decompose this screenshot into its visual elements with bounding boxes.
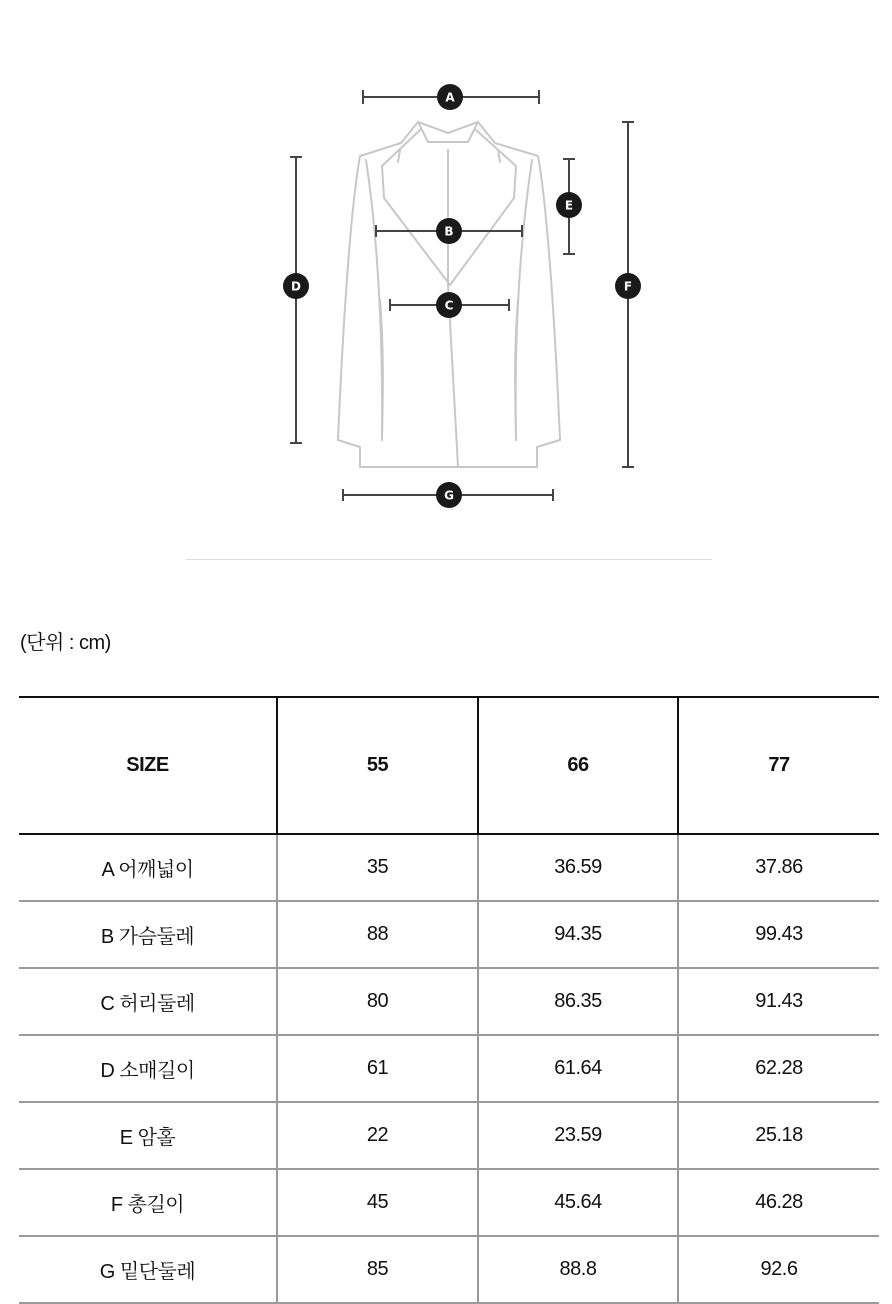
table-cell: 86.35 <box>478 968 678 1035</box>
table-row <box>19 1169 879 1236</box>
table-cell: 94.35 <box>478 901 678 968</box>
row-label: D 소매길이 <box>19 1035 277 1102</box>
table-cell: 85 <box>277 1236 478 1303</box>
jacket-measurement-illustration <box>0 0 892 580</box>
table-cell: 61 <box>277 1035 478 1102</box>
table-cell: 23.59 <box>478 1102 678 1169</box>
table-cell: 37.86 <box>678 834 879 901</box>
header-size-77: 77 <box>678 697 879 834</box>
size-table <box>19 696 879 1304</box>
table-cell: 92.6 <box>678 1236 879 1303</box>
row-label: E 암홀 <box>19 1102 277 1169</box>
row-label: C 허리둘레 <box>19 968 277 1035</box>
size-guide-diagram <box>0 0 892 580</box>
row-label: A 어깨넓이 <box>19 834 277 901</box>
svg-text:D: D <box>291 279 301 294</box>
svg-text:F: F <box>623 279 633 294</box>
table-cell: 88.8 <box>478 1236 678 1303</box>
svg-text:E: E <box>564 198 574 213</box>
table-row <box>19 1035 879 1102</box>
section-divider <box>186 559 712 560</box>
header-size-66: 66 <box>478 697 678 834</box>
marker-e <box>556 192 582 218</box>
svg-text:C: C <box>444 298 454 313</box>
table-cell: 88 <box>277 901 478 968</box>
table-cell: 99.43 <box>678 901 879 968</box>
svg-text:A: A <box>445 90 455 105</box>
table-row <box>19 1102 879 1169</box>
table-cell: 45.64 <box>478 1169 678 1236</box>
marker-g <box>436 482 462 508</box>
measurement-lines <box>290 90 634 501</box>
table-cell: 62.28 <box>678 1035 879 1102</box>
table-row <box>19 968 879 1035</box>
marker-f <box>615 273 641 299</box>
svg-text:G: G <box>444 488 454 503</box>
table-cell: 80 <box>277 968 478 1035</box>
table-cell: 46.28 <box>678 1169 879 1236</box>
table-cell: 35 <box>277 834 478 901</box>
table-cell: 22 <box>277 1102 478 1169</box>
table-cell: 45 <box>277 1169 478 1236</box>
table-cell: 91.43 <box>678 968 879 1035</box>
table-cell: 61.64 <box>478 1035 678 1102</box>
header-size: SIZE <box>19 697 277 834</box>
row-label: B 가슴둘레 <box>19 901 277 968</box>
header-size-55: 55 <box>277 697 478 834</box>
table-cell: 25.18 <box>678 1102 879 1169</box>
marker-b <box>436 218 462 244</box>
svg-text:B: B <box>444 224 454 239</box>
marker-a <box>437 84 463 110</box>
table-row <box>19 901 879 968</box>
marker-d <box>283 273 309 299</box>
unit-note: (단위 : cm) <box>20 632 111 654</box>
row-label: G 밑단둘레 <box>19 1236 277 1303</box>
table-row <box>19 1236 879 1303</box>
row-label: F 총길이 <box>19 1169 277 1236</box>
table-cell: 36.59 <box>478 834 678 901</box>
table-row <box>19 834 879 901</box>
table-header-row <box>19 697 879 834</box>
marker-c <box>436 292 462 318</box>
